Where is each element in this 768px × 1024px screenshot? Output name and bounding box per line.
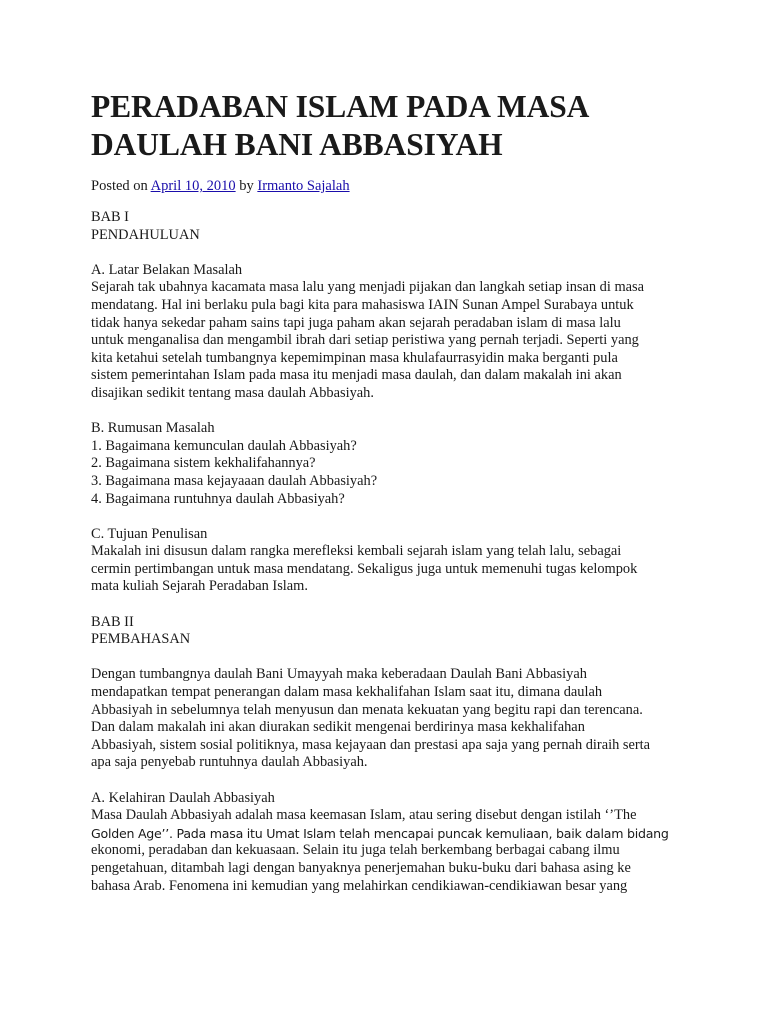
section-a2-line: pengetahuan, ditambah lagi dengan banyaknya penerjemahan buku-buku dari bahasa asing ke [91,859,631,876]
intro-line: Abbasiyah in sebelumnya telah menyusun dan menata kekuatan yang begitu rapi dan terencana. [91,701,643,718]
section-c-tujuan-penulisan [91,526,691,596]
section-a-line: untuk menganalisa dan mengambil ibrah dari setiap peristiwa yang pernah terjadi. Seperti yang [91,332,639,349]
section-b-rumusan-masalah [91,420,691,508]
post-meta [91,177,350,195]
intro-line: apa saja penyebab runtuhnya daulah Abbasiyah. [91,754,368,771]
article-title-line-2: DAULAH BANI ABBASIYAH [91,127,503,162]
section-a-line: sistem pemerintahan Islam pada masa itu menjadi masa daulah, dan dalam makalah ini akan [91,367,622,384]
section-a2-line: Golden Age’’. Pada masa itu Umat Islam telah mencapai puncak kemuliaan, baik dalam bidang [91,825,669,841]
bab1-title: PENDAHULUAN [91,226,200,243]
section-a-line: mendatang. Hal ini berlaku pula bagi kita para mahasiswa IAIN Sunan Ampel Surabaya untuk [91,296,634,313]
intro-line: Dan dalam makalah ini akan diurakan sedikit mengenai berdirinya masa kekhalifahan [91,719,585,736]
author-link[interactable]: Irmanto Sajalah [257,178,350,194]
section-c-heading: C. Tujuan Penulisan [91,525,208,542]
post-date-link[interactable]: April 10, 2010 [150,178,236,194]
bab1-heading [91,209,691,244]
section-a-heading: A. Latar Belakan Masalah [91,261,243,278]
section-b-heading: B. Rumusan Masalah [91,420,215,437]
intro-line: mendapatkan tempat penerangan dalam masa kekhalifahan Islam saat itu, dimana daulah [91,684,603,701]
list-item: 1. Bagaimana kemunculan daulah Abbasiyah? [91,437,357,454]
section-a2-line: ekonomi, peradaban dan kekuasaan. Selain itu juga telah berkembang berbagai cabang ilmu [91,842,620,859]
list-item: 4. Bagaimana runtuhnya daulah Abbasiyah? [91,490,345,507]
section-c-line: mata kuliah Sejarah Peradaban Islam. [91,578,308,595]
section-a2-heading: A. Kelahiran Daulah Abbasiyah [91,789,275,806]
bab2-label: BAB II [91,613,134,630]
posted-on-label: Posted on [91,178,148,194]
section-a2-line: bahasa Arab. Fenomena ini kemudian yang melahirkan cendikiawan-cendikiawan besar yang [91,877,628,894]
bab1-label: BAB I [91,209,129,225]
article-title-line-1: PERADABAN ISLAM PADA MASA [91,89,590,124]
section-a-line: Sejarah tak ubahnya kacamata masa lalu yang menjadi pijakan dan langkah setiap insan di masa [91,279,645,296]
section-c-line: cermin pertimbangan untuk masa mendatang. Sekaligus juga untuk memenuhi tugas kelompok [91,560,638,577]
article-title [91,88,691,164]
section-a-line: kita ketahui setelah tumbangnya kepemimpinan masa khulafaurrasyidin maka berganti pula [91,349,618,366]
section-c-line: Makalah ini disusun dalam rangka merefleksi kembali sejarah islam yang telah lalu, sebagai [91,543,622,560]
intro-paragraph [91,666,691,772]
section-a2-kelahiran [91,790,691,896]
section-a-line: disajikan sedikit tentang masa daulah Abbasiyah. [91,384,374,401]
list-item: 3. Bagaimana masa kejayaaan daulah Abbasiyah? [91,472,378,489]
by-label: by [239,178,254,194]
section-a-line: tidak hanya sekedar paham sains tapi juga paham akan sejarah peradaban islam di masa lalu [91,314,621,331]
section-a2-line: Masa Daulah Abbasiyah adalah masa keemasan Islam, atau sering disebut dengan istilah ‘’The [91,807,637,824]
article-body [91,209,691,913]
list-item: 2. Bagaimana sistem kekhalifahannya? [91,455,316,472]
intro-line: Abbasiyah, sistem sosial politiknya, masa kejayaan dan prestasi apa saja yang pernah diraih serta [91,736,651,753]
bab2-title: PEMBAHASAN [91,631,191,648]
intro-line: Dengan tumbangnya daulah Bani Umayyah maka keberadaan Daulah Bani Abbasiyah [91,666,587,683]
bab2-heading [91,614,691,649]
section-a-latar-belakang [91,262,691,403]
